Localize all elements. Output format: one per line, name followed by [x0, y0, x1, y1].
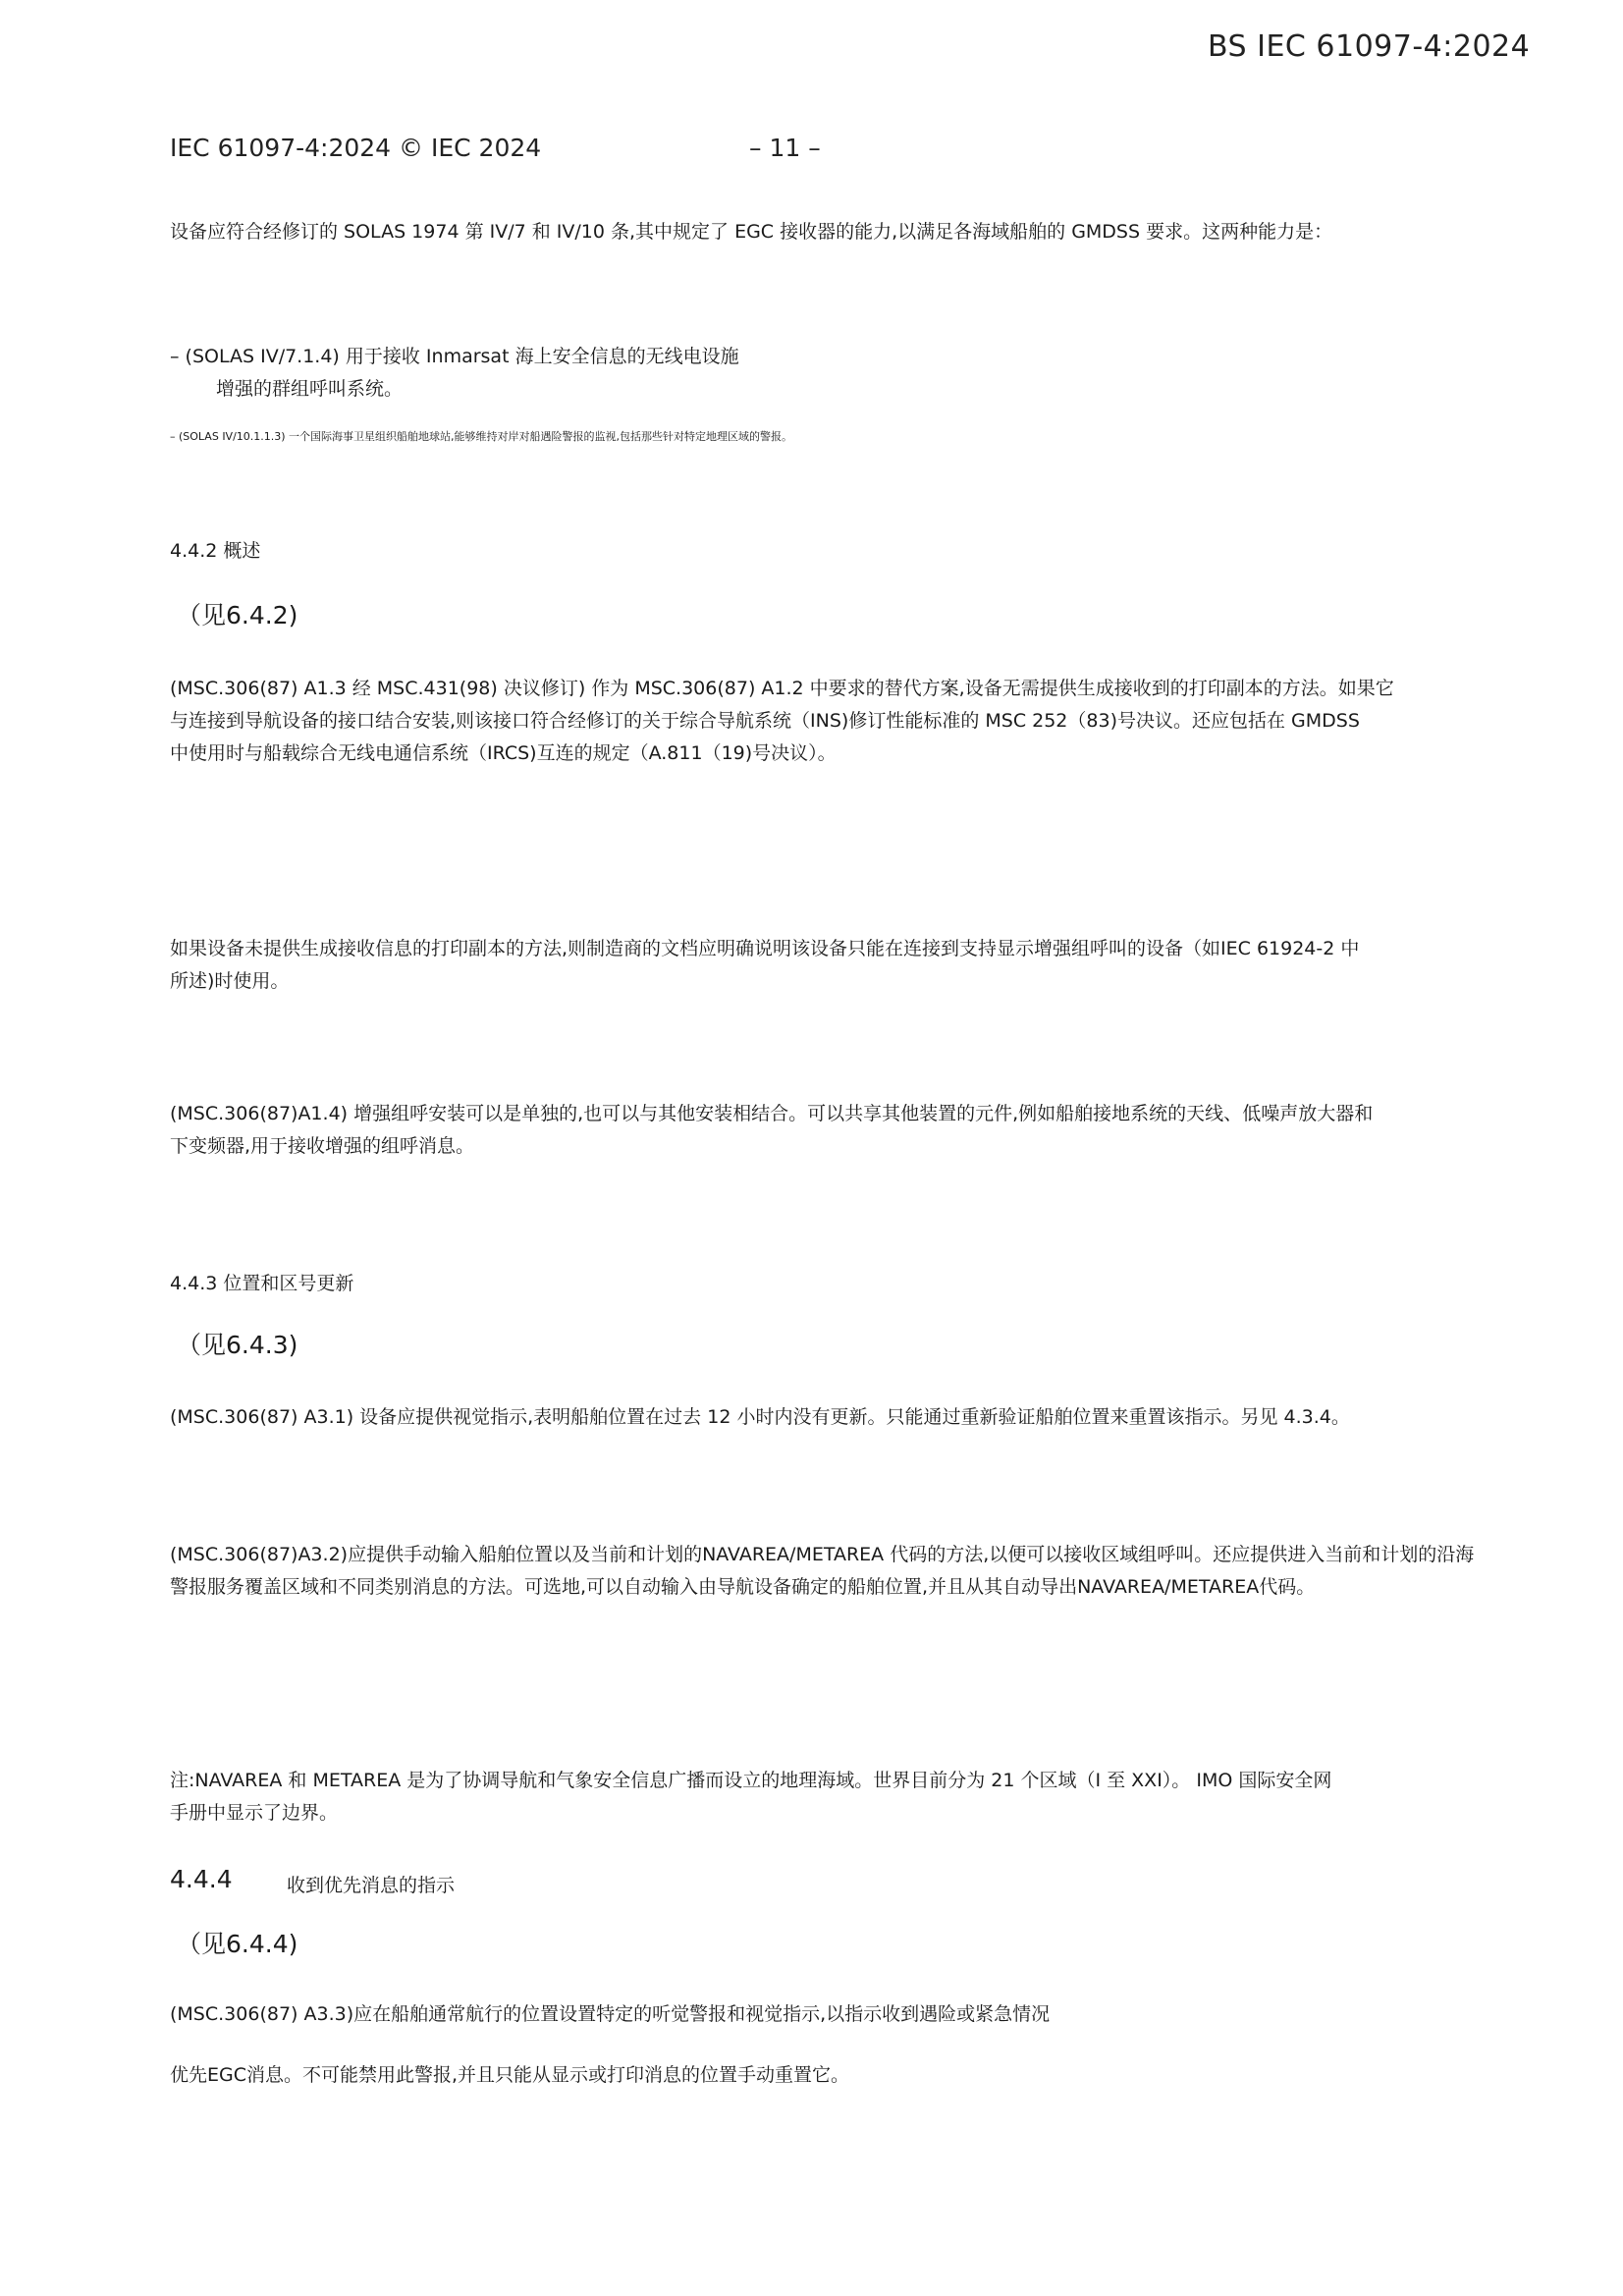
intro-paragraph: 设备应符合经修订的 SOLAS 1974 第 IV/7 和 IV/10 条,其中规定了 EGC 接收器的能力,以满足各海域船舶的 GMDSS 要求。这两种能力是： — [170, 221, 1333, 243]
paragraph-line: 与连接到导航设备的接口结合安装,则该接口符合经修订的关于综合导航系统（INS)修订性能标准的 MSC 252（83)号决议。还应包括在 GMDSS — [170, 710, 1360, 732]
see-reference-6-4-2: （见6.4.2) — [177, 601, 298, 629]
see-reference-6-4-3: （见6.4.3) — [177, 1331, 298, 1359]
paragraph-line: (MSC.306(87)A3.2)应提供手动输入船舶位置以及当前和计划的NAVAREA/METAREA 代码的方法,以便可以接收区域组呼叫。还应提供进入当前和计划的沿海 — [170, 1544, 1475, 1565]
standard-designation: BS IEC 61097-4:2024 — [1208, 29, 1531, 64]
paragraph-line: 优先EGC消息。不可能禁用此警报,并且只能从显示或打印消息的位置手动重置它。 — [170, 2064, 850, 2086]
section-heading-4-4-2: 4.4.2 概述 — [170, 540, 261, 562]
paragraph-line: 警报服务覆盖区域和不同类别消息的方法。可选地,可以自动输入由导航设备确定的船舶位置,并且从其自动导出NAVAREA/METAREA代码。 — [170, 1576, 1316, 1598]
note-line: 注:NAVAREA 和 METAREA 是为了协调导航和气象安全信息广播而设立的地理海域。世界目前分为 21 个区域（I 至 XXI）。 IMO 国际安全网 — [170, 1770, 1332, 1791]
section-number-4-4-4: 4.4.4 — [170, 1865, 233, 1893]
paragraph-line: (MSC.306(87)A1.4) 增强组呼安装可以是单独的,也可以与其他安装相结合。可以共享其他装置的元件,例如船舶接地系统的天线、低噪声放大器和 — [170, 1103, 1374, 1124]
list-item-1-line-2: 增强的群组呼叫系统。 — [216, 378, 404, 400]
note-line: 手册中显示了边界。 — [170, 1802, 339, 1824]
paragraph-line: 所述)时使用。 — [170, 970, 290, 992]
paragraph-line: (MSC.306(87) A3.1) 设备应提供视觉指示,表明船舶位置在过去 12 小时内没有更新。只能通过重新验证船舶位置来重置该指示。另见 4.3.4。 — [170, 1406, 1350, 1428]
list-item-2: – (SOLAS IV/10.1.1.3) 一个国际海事卫星组织船舶地球站,能够维持对岸对船遇险警报的监视,包括那些针对特定地理区域的警报。 — [170, 430, 793, 443]
paragraph-line: 如果设备未提供生成接收信息的打印副本的方法,则制造商的文档应明确说明该设备只能在连接到支持显示增强组呼叫的设备（如IEC 61924-2 中 — [170, 938, 1360, 959]
page-number: – 11 – — [749, 134, 821, 162]
paragraph-line: (MSC.306(87) A3.3)应在船舶通常航行的位置设置特定的听觉警报和视觉指示,以指示收到遇险或紧急情况 — [170, 2003, 1051, 2025]
see-reference-6-4-4: （见6.4.4) — [177, 1930, 298, 1958]
running-header: IEC 61097-4:2024 © IEC 2024 — [170, 134, 542, 162]
paragraph-line: 中使用时与船载综合无线电通信系统（IRCS)互连的规定（A.811（19)号决议）。 — [170, 742, 837, 764]
section-title-4-4-4: 收到优先消息的指示 — [287, 1875, 456, 1896]
paragraph-line: 下变频器,用于接收增强的组呼消息。 — [170, 1135, 475, 1157]
section-heading-4-4-3: 4.4.3 位置和区号更新 — [170, 1273, 354, 1294]
list-item-1-line-1: – (SOLAS IV/7.1.4) 用于接收 Inmarsat 海上安全信息的无线电设施 — [170, 346, 739, 367]
paragraph-line: (MSC.306(87) A1.3 经 MSC.431(98) 决议修订) 作为 MSC.306(87) A1.2 中要求的替代方案,设备无需提供生成接收到的打印副本的方法。如果它 — [170, 678, 1394, 699]
